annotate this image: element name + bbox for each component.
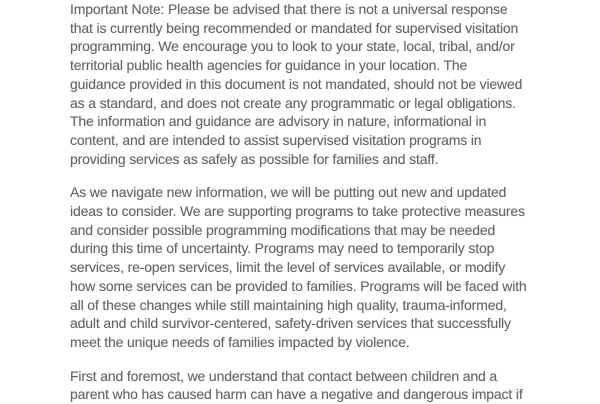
text-line: programming. We encourage you to look to your state, local, tribal, and/or [70, 38, 515, 55]
text-line: services, re-open services, limit the level of services available, or modify [70, 259, 506, 276]
document-text [70, 0, 542, 404]
text-line: guidance provided in this document is not mandated, should not be viewed [70, 75, 523, 92]
text-line: Important Note: Please be advised that there is not a universal response [70, 1, 508, 17]
text-line: The information and guidance are advisory in nature, informational in [70, 113, 487, 130]
text-line: providing services as safely as possible for families and staff. [70, 150, 439, 167]
text-line: As we navigate new information, we will be putting out new and updated [70, 184, 507, 201]
text-line: as a standard, and does not create any programmatic or legal obligations. [70, 94, 516, 111]
text-line: how some services can be provided to families. Programs will be faced with [70, 277, 527, 294]
text-line: and consider possible programming modifications that may be needed [70, 221, 496, 238]
text-line: that is currently being recommended or mandated for supervised visitation [70, 19, 519, 36]
text-line: ideas to consider. We are supporting programs to take protective measures [70, 203, 525, 220]
text-line: territorial public health agencies for guidance in your location. The [70, 57, 468, 74]
text-line: First and foremost, we understand that contact between children and a [70, 367, 498, 384]
paragraph [70, 183, 542, 351]
text-line: during this time of uncertainty. Programs may need to temporarily stop [70, 240, 495, 257]
text-line: adult and child survivor-centered, safety-driven services that successfully [70, 315, 511, 332]
text-line: parent who has caused harm can have a negative and dangerous impact if [70, 386, 523, 403]
text-line: meet the unique needs of families impacted by violence. [70, 333, 410, 350]
paragraph [70, 0, 542, 168]
text-line: content, and are intended to assist supervised visitation programs in [70, 131, 482, 148]
paragraph [70, 367, 542, 404]
text-line: all of these changes while still maintaining high quality, trauma-informed, [70, 296, 507, 313]
